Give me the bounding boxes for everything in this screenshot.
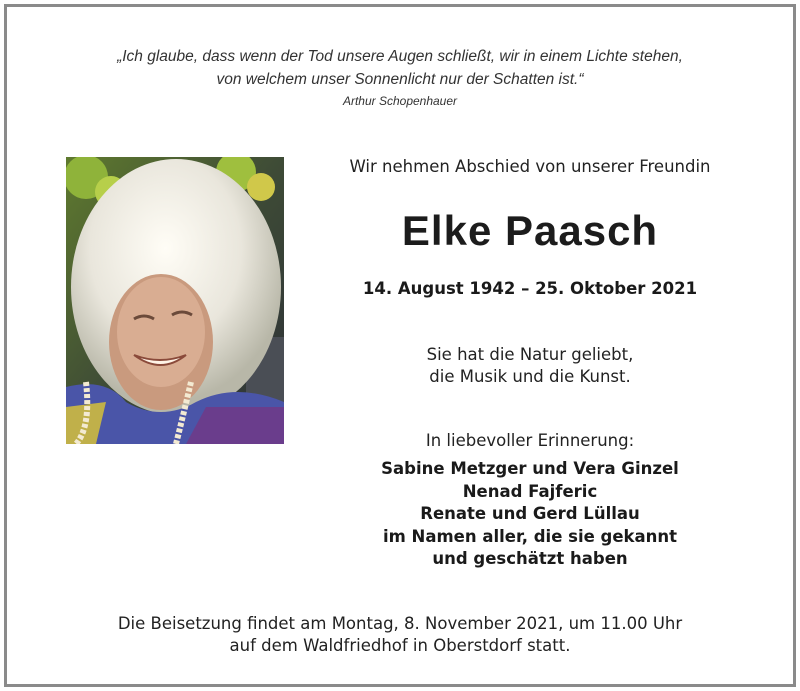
quote-author: Arthur Schopenhauer [342, 94, 458, 108]
quote-line-1: „Ich glaube, dass wenn der Tod unsere Augen schließt, wir in einem Lichte stehen, [117, 48, 683, 65]
deceased-name: Elke Paasch [401, 207, 659, 254]
mourner-line: im Namen aller, die sie gekannt [382, 526, 678, 546]
tribute-text [307, 344, 753, 388]
mourner-line: Nenad Fajferic [462, 481, 598, 501]
funeral-notice [7, 613, 793, 657]
funeral-line: Die Beisetzung findet am Montag, 8. November 2021, um 11.00 Uhr [117, 614, 683, 633]
portrait-photo [66, 157, 284, 444]
mourner-line: Sabine Metzger und Vera Ginzel [381, 459, 679, 478]
memory-heading: In liebevoller Erinnerung: [425, 431, 635, 450]
epigraph-quote [7, 45, 793, 110]
mourner-line: und geschätzt haben [432, 549, 628, 568]
mourner-line: Renate und Gerd Lüllau [420, 504, 640, 523]
life-dates: 14. August 1942 – 25. Oktober 2021 [362, 279, 698, 298]
funeral-line: auf dem Waldfriedhof in Oberstdorf statt. [229, 636, 571, 655]
obituary-frame [4, 4, 796, 687]
tribute-line: Sie hat die Natur geliebt, [426, 345, 634, 364]
mourners-list [307, 458, 753, 571]
quote-line-2: von welchem unser Sonnenlicht nur der Schatten ist.“ [216, 71, 584, 88]
tribute-line: die Musik und die Kunst. [429, 367, 631, 386]
farewell-intro: Wir nehmen Abschied von unserer Freundin [349, 157, 711, 176]
